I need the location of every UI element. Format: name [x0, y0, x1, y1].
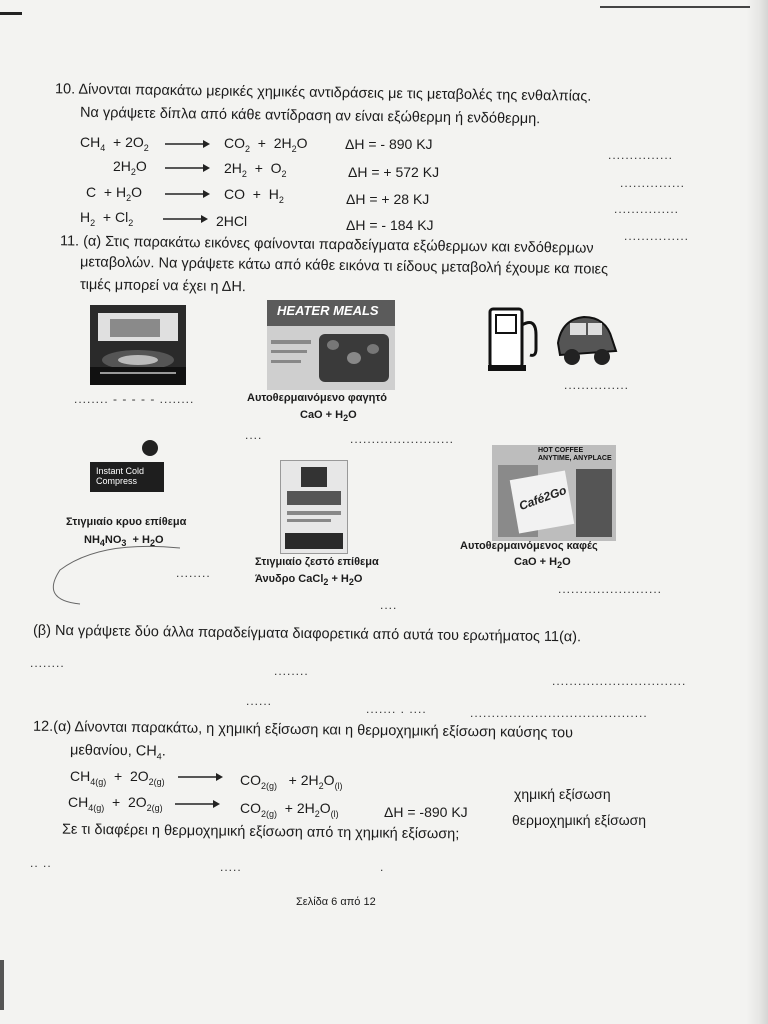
reaction-3-answer-blank[interactable]: ...............: [614, 202, 680, 216]
q11b-prompt: (β) Να γράψετε δύο άλλα παραδείγματα διαφορετικά από αυτά του ερωτήματος 11(α).: [32, 622, 582, 646]
food-answer-blank-1[interactable]: ....: [245, 428, 263, 442]
gas-stove-image: [90, 305, 186, 385]
reaction-1-answer-blank[interactable]: ...............: [608, 148, 674, 162]
food-answer-blank-2[interactable]: ........................: [350, 432, 455, 446]
q10-line2: Να γράψετε δίπλα από κάθε αντίδραση αν είναι εξώθερμη ή ενδόθερμη.: [79, 104, 541, 128]
hot-compress-formula: Άνυδρο CaCl$_2$ + $H_2O$: [255, 573, 363, 588]
reaction-4-dh: ΔH = - 184 KJ: [346, 217, 434, 233]
car-answer-blank[interactable]: ...............: [564, 378, 630, 392]
scan-mark-bottom-left: [0, 960, 4, 1010]
scan-mark-top-right: [600, 6, 750, 8]
self-heating-coffee-caption: Αυτοθερμαινόμενος καφές: [460, 540, 598, 552]
q12-line1: 12.(α) Δίνονται παρακάτω, η χημική εξίσωση και η θερμοχημική εξίσωση καύσης του: [32, 718, 574, 742]
self-heating-food-caption: Αυτοθερμαινόμενο φαγητό: [247, 392, 387, 404]
reaction-1-rhs: $CO_2 + 2H_2O$: [224, 135, 308, 154]
q12-line2: μεθανίου, $CH_4$.: [69, 742, 166, 762]
reaction-4-lhs: $H_2 + Cl_2$: [80, 209, 134, 228]
hot-compress-image: [280, 460, 348, 554]
q12-eq2-lhs: $CH_{4(g)} + 2O_{2(g)}$: [68, 794, 163, 813]
thermochemical-equation-label: θερμοχημική εξίσωση: [512, 812, 647, 828]
arrow-icon: [163, 214, 208, 224]
hot-coffee-slogan: HOT COFFEE ANYTIME, ANYPLACE: [538, 447, 612, 462]
q11b-answer-line-1-end[interactable]: ...............................: [552, 674, 687, 688]
coffee-answer-blank[interactable]: ........................: [558, 582, 663, 596]
cafe2go-image: [492, 445, 616, 541]
arrow-icon: [178, 772, 223, 782]
cold-compress-label: Instant Cold Compress: [96, 466, 145, 486]
q11b-answer-line-1-start[interactable]: ........: [30, 656, 65, 670]
arrow-icon: [165, 163, 210, 173]
scan-mark-top-left: [0, 12, 22, 15]
q12-answer-line-start[interactable]: .. ..: [30, 856, 52, 870]
q11b-answer-line-1-mid[interactable]: ........: [274, 664, 309, 678]
arrow-icon: [165, 189, 210, 199]
q11-line2: μεταβολών. Να γράψετε κάτω από κάθε εικόνα τι είδους μεταβολή έχουμε κα ποιες: [79, 254, 609, 278]
q12-answer-line-mid[interactable]: .....: [220, 860, 242, 874]
reaction-1-lhs: $CH_4 + 2O_2$: [80, 134, 149, 153]
reaction-2-lhs: $2H_2O$: [113, 158, 147, 177]
self-heating-food-formula: CaO + $H_2O$: [300, 409, 357, 424]
reaction-3-lhs: $C + H_2O$: [86, 184, 142, 203]
q12-eq2-dh: ΔH = -890 KJ: [384, 804, 468, 820]
cold-answer-blank[interactable]: ........: [176, 566, 211, 580]
reaction-2-rhs: $2H_2 + O_2$: [224, 160, 287, 179]
q11-line1: 11. (α) Στις παρακάτω εικόνες φαίνονται παραδείγματα εξώθερμων και ενδόθερμων: [59, 233, 594, 257]
q10-line1: 10. Δίνονται παρακάτω μερικές χημικές αντιδράσεις με τις μεταβολές της ενθαλπίας.: [54, 81, 592, 105]
heater-meals-logo: HEATER MEALS: [277, 303, 379, 318]
page-number: Σελίδα 6 από 12: [296, 896, 376, 908]
self-heating-coffee-formula: CaO + $H_2O$: [514, 556, 571, 571]
reaction-2-answer-blank[interactable]: ...............: [620, 176, 686, 190]
reaction-1-dh: ΔH = - 890 KJ: [345, 136, 433, 152]
cold-compress-caption: Στιγμιαίο κρυο επίθεμα: [66, 516, 187, 528]
q12-eq1-rhs: $CO_{2(g)} + 2H_2O_{(l)}$: [240, 772, 343, 791]
q11b-answer-line-2-mid[interactable]: ......: [246, 694, 273, 708]
cafe2go-logo: Café2Go: [517, 482, 569, 514]
reaction-3-dh: ΔH = + 28 KJ: [346, 191, 430, 207]
heater-meals-image: [267, 300, 395, 390]
q12-answer-line-end[interactable]: .: [380, 860, 385, 874]
stove-answer-blank[interactable]: ........ - - - - - ........: [74, 392, 195, 406]
compress-ball-image: [142, 440, 158, 456]
reaction-2-dh: ΔH = + 572 KJ: [348, 164, 440, 180]
page-edge-shadow: [746, 0, 768, 1024]
hot-answer-blank[interactable]: ....: [380, 598, 398, 612]
q12-eq1-lhs: $CH_{4(g)} + 2O_{2(g)}$: [70, 768, 165, 787]
reaction-4-answer-blank[interactable]: ...............: [624, 229, 690, 243]
reaction-3-rhs: CO + $H_2$: [224, 186, 284, 205]
hot-compress-caption: Στιγμιαίο ζεστό επίθεμα: [255, 556, 379, 568]
reaction-4-rhs: 2HCl: [216, 213, 248, 229]
q12-question: Σε τι διαφέρει η θερμοχημική εξίσωση από τη χημική εξίσωση;: [61, 821, 460, 843]
cold-compress-formula: $NH_4NO_3 + H_2O$: [84, 534, 164, 549]
q11b-answer-line-2-b[interactable]: ....... . ....: [366, 702, 427, 716]
arrow-icon: [165, 139, 210, 149]
q11-line3: τιμές μπορεί να έχει η ΔH.: [79, 276, 247, 296]
arrow-icon: [175, 799, 220, 809]
q11b-answer-line-2-end[interactable]: .........................................: [470, 706, 648, 720]
chemical-equation-label: χημική εξίσωση: [514, 786, 611, 802]
cold-compress-image: [90, 462, 164, 492]
fuel-pump-car-image: [488, 305, 620, 375]
q12-eq2-rhs: $CO_{2(g)} + 2H_2O_{(l)}$: [240, 800, 339, 819]
